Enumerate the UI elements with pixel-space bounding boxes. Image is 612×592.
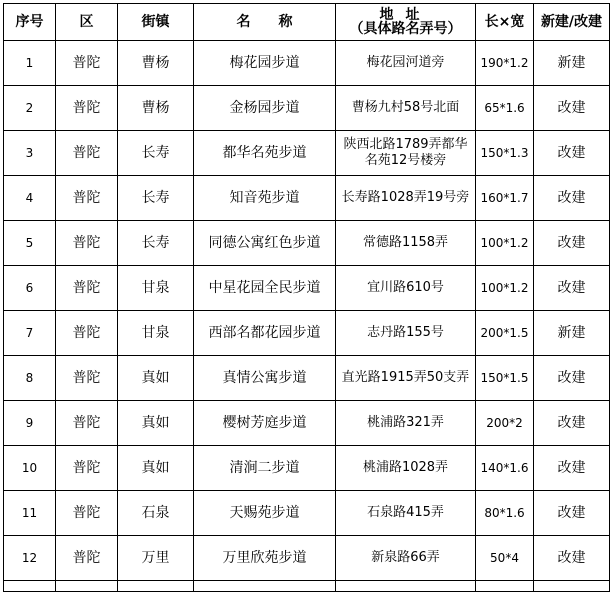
cell-district: 普陀 xyxy=(56,86,118,131)
cell-seq: 11 xyxy=(4,491,56,536)
table-row xyxy=(4,401,610,446)
cell-empty xyxy=(476,581,534,592)
cell-size: 200*2 xyxy=(476,401,534,446)
cell-name: 中星花园全民步道 xyxy=(194,266,336,311)
cell-empty xyxy=(56,581,118,592)
cell-type: 改建 xyxy=(534,446,610,491)
cell-type: 新建 xyxy=(534,41,610,86)
cell-type: 改建 xyxy=(534,266,610,311)
cell-street: 真如 xyxy=(118,446,194,491)
cell-empty xyxy=(4,581,56,592)
cell-street: 长寿 xyxy=(118,221,194,266)
cell-district: 普陀 xyxy=(56,401,118,446)
table-row xyxy=(4,311,610,356)
header-name: 名 称 xyxy=(194,4,336,41)
cell-seq: 4 xyxy=(4,176,56,221)
cell-street: 长寿 xyxy=(118,131,194,176)
cell-seq: 6 xyxy=(4,266,56,311)
cell-street: 万里 xyxy=(118,536,194,581)
cell-address: 直光路1915弄50支弄 xyxy=(336,356,476,401)
cell-street: 石泉 xyxy=(118,491,194,536)
cell-district: 普陀 xyxy=(56,446,118,491)
cell-size: 160*1.7 xyxy=(476,176,534,221)
table-row xyxy=(4,446,610,491)
table-row xyxy=(4,491,610,536)
cell-seq: 7 xyxy=(4,311,56,356)
cell-name: 金杨园步道 xyxy=(194,86,336,131)
cell-size: 65*1.6 xyxy=(476,86,534,131)
cell-street: 甘泉 xyxy=(118,311,194,356)
table-row-partial xyxy=(4,581,610,592)
cell-size: 100*1.2 xyxy=(476,266,534,311)
table-row xyxy=(4,41,610,86)
cell-type: 改建 xyxy=(534,356,610,401)
cell-name: 同德公寓红色步道 xyxy=(194,221,336,266)
cell-address: 曹杨九村58号北面 xyxy=(336,86,476,131)
cell-name: 樱树芳庭步道 xyxy=(194,401,336,446)
cell-district: 普陀 xyxy=(56,311,118,356)
cell-type: 改建 xyxy=(534,536,610,581)
cell-type: 新建 xyxy=(534,311,610,356)
cell-seq: 8 xyxy=(4,356,56,401)
cell-address: 桃浦路1028弄 xyxy=(336,446,476,491)
cell-address: 新泉路66弄 xyxy=(336,536,476,581)
cell-address: 长寿路1028弄19号旁 xyxy=(336,176,476,221)
cell-size: 50*4 xyxy=(476,536,534,581)
cell-address: 石泉路415弄 xyxy=(336,491,476,536)
table-row xyxy=(4,221,610,266)
cell-type: 改建 xyxy=(534,401,610,446)
header-size: 长×宽 xyxy=(476,4,534,41)
cell-street: 长寿 xyxy=(118,176,194,221)
cell-seq: 10 xyxy=(4,446,56,491)
cell-name: 西部名都花园步道 xyxy=(194,311,336,356)
header-district: 区 xyxy=(56,4,118,41)
cell-district: 普陀 xyxy=(56,176,118,221)
cell-district: 普陀 xyxy=(56,131,118,176)
cell-name: 真情公寓步道 xyxy=(194,356,336,401)
table-row xyxy=(4,536,610,581)
cell-street: 曹杨 xyxy=(118,41,194,86)
cell-name: 都华名苑步道 xyxy=(194,131,336,176)
table-row xyxy=(4,131,610,176)
cell-seq: 12 xyxy=(4,536,56,581)
cell-empty xyxy=(194,581,336,592)
cell-type: 改建 xyxy=(534,221,610,266)
header-type: 新建/改建 xyxy=(534,4,610,41)
cell-size: 140*1.6 xyxy=(476,446,534,491)
cell-empty xyxy=(534,581,610,592)
cell-size: 200*1.5 xyxy=(476,311,534,356)
walkway-table xyxy=(3,3,610,592)
table-row xyxy=(4,86,610,131)
cell-empty xyxy=(336,581,476,592)
cell-name: 天赐苑步道 xyxy=(194,491,336,536)
cell-district: 普陀 xyxy=(56,536,118,581)
cell-address: 梅花园河道旁 xyxy=(336,41,476,86)
cell-empty xyxy=(118,581,194,592)
cell-name: 梅花园步道 xyxy=(194,41,336,86)
cell-district: 普陀 xyxy=(56,266,118,311)
table-row xyxy=(4,176,610,221)
cell-size: 80*1.6 xyxy=(476,491,534,536)
cell-seq: 5 xyxy=(4,221,56,266)
cell-district: 普陀 xyxy=(56,41,118,86)
cell-address: 桃浦路321弄 xyxy=(336,401,476,446)
cell-street: 曹杨 xyxy=(118,86,194,131)
cell-district: 普陀 xyxy=(56,356,118,401)
cell-type: 改建 xyxy=(534,176,610,221)
cell-seq: 9 xyxy=(4,401,56,446)
cell-seq: 1 xyxy=(4,41,56,86)
cell-address: 常德路1158弄 xyxy=(336,221,476,266)
cell-street: 甘泉 xyxy=(118,266,194,311)
cell-type: 改建 xyxy=(534,131,610,176)
cell-address: 志丹路155号 xyxy=(336,311,476,356)
cell-type: 改建 xyxy=(534,86,610,131)
cell-name: 知音苑步道 xyxy=(194,176,336,221)
header-address-line1: 地址 xyxy=(379,7,432,23)
cell-street: 真如 xyxy=(118,401,194,446)
cell-address: 陕西北路1789弄都华名苑12号楼旁 xyxy=(336,131,476,176)
cell-name: 万里欣苑步道 xyxy=(194,536,336,581)
table-row xyxy=(4,266,610,311)
cell-size: 150*1.3 xyxy=(476,131,534,176)
cell-type: 改建 xyxy=(534,491,610,536)
cell-district: 普陀 xyxy=(56,221,118,266)
cell-seq: 3 xyxy=(4,131,56,176)
header-address xyxy=(336,4,476,41)
cell-size: 100*1.2 xyxy=(476,221,534,266)
cell-seq: 2 xyxy=(4,86,56,131)
header-row xyxy=(4,4,610,41)
table-body xyxy=(4,41,610,592)
cell-address: 宜川路610号 xyxy=(336,266,476,311)
table-row xyxy=(4,356,610,401)
cell-street: 真如 xyxy=(118,356,194,401)
header-street: 街镇 xyxy=(118,4,194,41)
cell-size: 190*1.2 xyxy=(476,41,534,86)
cell-size: 150*1.5 xyxy=(476,356,534,401)
header-seq: 序号 xyxy=(4,4,56,41)
header-address-line2: （具体路名弄号） xyxy=(349,21,462,37)
cell-district: 普陀 xyxy=(56,491,118,536)
cell-name: 清涧二步道 xyxy=(194,446,336,491)
